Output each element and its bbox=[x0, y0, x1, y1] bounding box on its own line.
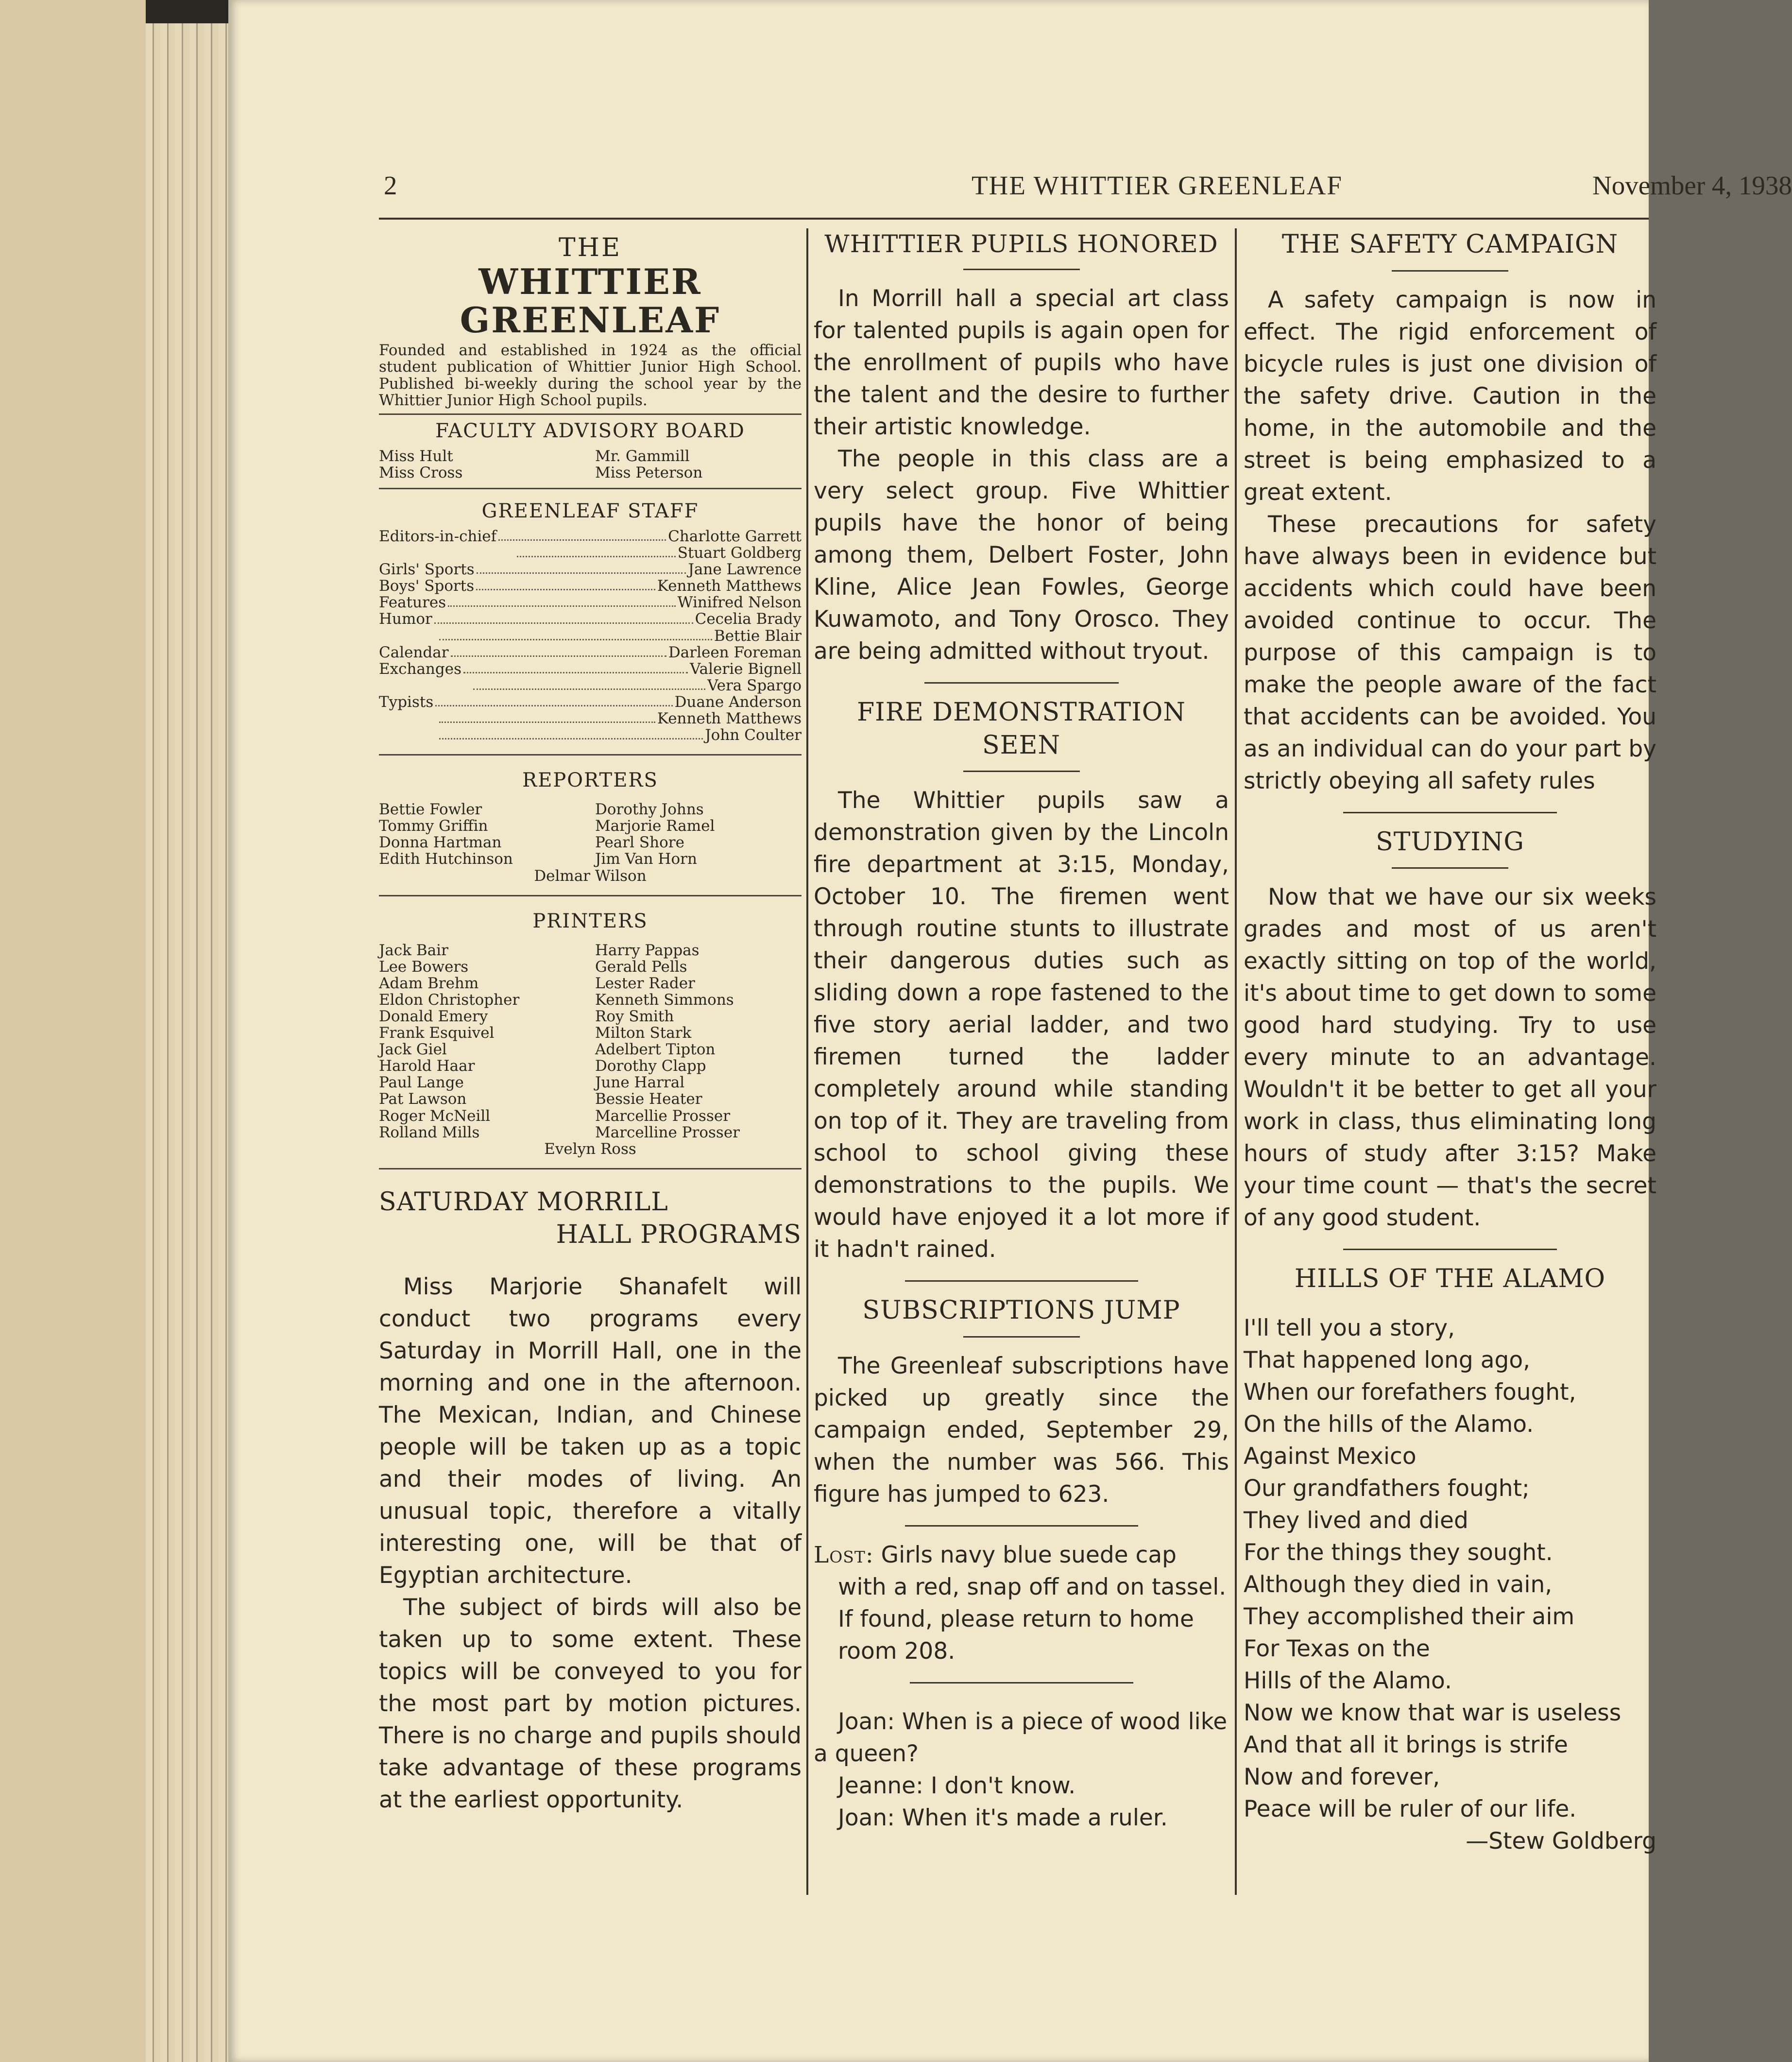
printer-name: Pat Lawson bbox=[379, 1090, 467, 1108]
faculty-name: Miss Peterson bbox=[595, 464, 703, 481]
reporter-name: Pearl Shore bbox=[595, 834, 684, 852]
fire-paragraph: The Whittier pupils saw a demonstration given by the Lincoln fire department at 3:15, Monday, October 10. The firemen went through routine stunts to illustrate their dangerous duties such as sliding down a rope fastened to the five story aerial ladder, and two firemen turned the ladder completely around while standing on top of it. They are traveling from school to school giving these demonstrations to the pupils. We would have enjoyed it a lot more if it hadn't rained. bbox=[814, 787, 1229, 1263]
masthead-the: THE bbox=[559, 233, 622, 262]
poem-author: —Stew Goldberg bbox=[1466, 1827, 1656, 1855]
printer-name: Kenneth Simmons bbox=[595, 991, 734, 1009]
fire-heading-2: SEEN bbox=[982, 730, 1061, 760]
staff-role: Girls' Sports bbox=[379, 561, 475, 579]
faculty-name: Miss Hult bbox=[379, 447, 453, 465]
faculty-name: Miss Cross bbox=[379, 464, 463, 481]
printers-list bbox=[379, 942, 802, 1141]
subscriptions-heading: SUBSCRIPTIONS JUMP bbox=[862, 1296, 1180, 1325]
poem-line: Peace will be ruler of our life. bbox=[1244, 1795, 1577, 1822]
column-rule-2 bbox=[1235, 228, 1237, 1895]
staff-name: Bettie Blair bbox=[714, 627, 802, 645]
saturday-heading-1: SATURDAY MORRILL bbox=[379, 1187, 668, 1217]
heading-rule bbox=[963, 269, 1080, 270]
reporter-name: Edith Hutchinson bbox=[379, 850, 513, 868]
column-3 bbox=[1244, 228, 1656, 1857]
reporter-name: Delmar Wilson bbox=[534, 867, 647, 885]
reporter-name: Dorothy Johns bbox=[595, 801, 704, 819]
header-rule bbox=[379, 218, 1649, 220]
reporters-heading: REPORTERS bbox=[522, 769, 658, 792]
running-head bbox=[384, 170, 1792, 204]
poem-line: When our forefathers fought, bbox=[1244, 1378, 1576, 1406]
printer-name: Bessie Heater bbox=[595, 1090, 702, 1108]
staff-row bbox=[379, 644, 802, 661]
reporter-name: Marjorie Ramel bbox=[595, 817, 715, 835]
section-rule bbox=[379, 895, 802, 896]
staff-row bbox=[379, 545, 802, 561]
poem-line: And that all it brings is strife bbox=[1244, 1731, 1568, 1758]
joke-line: Joan: When it's made a ruler. bbox=[838, 1804, 1168, 1831]
staff-row bbox=[379, 727, 802, 743]
staff-role bbox=[379, 545, 515, 561]
printer-name: Roy Smith bbox=[595, 1008, 674, 1025]
staff-name: John Coulter bbox=[705, 726, 802, 744]
founding-note: Founded and established in 1924 as the official student publication of Whittier Junior High School. Published bi-weekly during the school year by the Whittier Junior High School pupils. bbox=[379, 342, 802, 409]
staff-list bbox=[379, 528, 802, 743]
staff-name: Charlotte Garrett bbox=[668, 527, 802, 545]
printer-name: Dorothy Clapp bbox=[595, 1057, 706, 1075]
poem-line: That happened long ago, bbox=[1244, 1346, 1531, 1374]
lost-notice bbox=[814, 1539, 1229, 1667]
masthead-name: WHITTIER GREENLEAF bbox=[460, 261, 721, 341]
reporter-name: Donna Hartman bbox=[379, 834, 502, 852]
faculty-list bbox=[379, 448, 802, 481]
printer-name: Jack Giel bbox=[379, 1041, 447, 1059]
alamo-poem bbox=[1244, 1312, 1656, 1857]
printer-name: Milton Stark bbox=[595, 1024, 692, 1042]
saturday-paragraph: Miss Marjorie Shanafelt will conduct two programs every Saturday in Morrill Hall, one in the morning and one in the afternoon. The Mexican, Indian, and Chinese people will be taken up as a topic and their modes of living. An unusual topic, therefore a vitally interesting one, will be that of Egyptian architecture. bbox=[379, 1273, 802, 1589]
poem-line: On the hills of the Alamo. bbox=[1244, 1410, 1534, 1438]
staff-row bbox=[379, 594, 802, 611]
issue-date: November 4, 1938 bbox=[1592, 171, 1792, 200]
safety-paragraph: These precautions for safety have always been in evidence but accidents which could have been avoided continue to occur. The purpose of this campaign is to make the people aware of the fact that accidents can be avoided. You as an individual can do your part by strictly obeying all safety rules bbox=[1244, 511, 1656, 794]
article-rule bbox=[924, 682, 1119, 684]
staff-name: Vera Spargo bbox=[707, 676, 802, 694]
printer-name: Frank Esquivel bbox=[379, 1024, 495, 1042]
staff-name: Kenneth Matthews bbox=[657, 577, 802, 595]
staff-role: Typists bbox=[379, 693, 434, 711]
honored-paragraph: The people in this class are a very select group. Five Whittier pupils have the honor of being among them, Delbert Foster, John Kline, Alice Jean Fowles, George Kuwamoto, and Tony Orosco. They are being admitted without tryout. bbox=[814, 446, 1229, 665]
honored-paragraph: In Morrill hall a special art class for talented pupils is again open for the enrollment of pupils who have the talent and the desire to further their artistic knowledge. bbox=[814, 285, 1229, 440]
printer-name: Gerald Pells bbox=[595, 958, 687, 976]
article-rule bbox=[905, 1525, 1138, 1527]
faculty-heading: FACULTY ADVISORY BOARD bbox=[435, 419, 745, 442]
poem-line: For Texas on the bbox=[1244, 1635, 1430, 1662]
saturday-paragraph: The subject of birds will also be taken up to some extent. These topics will be conveyed to you for the most part by motion pictures. There is no charge and pupils should take advantage of these programs at the earliest opportunity. bbox=[379, 1594, 802, 1814]
section-rule bbox=[379, 1168, 802, 1169]
heading-rule bbox=[963, 1336, 1080, 1338]
printer-name: Donald Emery bbox=[379, 1008, 488, 1025]
printer-name: Evelyn Ross bbox=[544, 1140, 636, 1158]
alamo-heading: HILLS OF THE ALAMO bbox=[1294, 1264, 1606, 1294]
staff-role: Exchanges bbox=[379, 660, 461, 678]
staff-name: Stuart Goldberg bbox=[677, 544, 802, 562]
reporter-name: Bettie Fowler bbox=[379, 801, 482, 819]
staff-name: Cecelia Brady bbox=[695, 610, 802, 628]
printers-heading: PRINTERS bbox=[532, 910, 648, 932]
reporters-list bbox=[379, 801, 802, 867]
staff-row bbox=[379, 661, 802, 677]
studying-heading: STUDYING bbox=[1376, 827, 1524, 857]
staff-name: Jane Lawrence bbox=[688, 561, 802, 579]
printer-name: Marcellie Prosser bbox=[595, 1107, 731, 1125]
staff-row bbox=[379, 528, 802, 545]
column-2 bbox=[814, 228, 1229, 1834]
staff-row bbox=[379, 561, 802, 578]
staff-row bbox=[379, 677, 802, 694]
printer-name: Adam Brehm bbox=[379, 974, 479, 992]
joke-line: Joan: When is a piece of wood like a queen? bbox=[814, 1708, 1228, 1767]
staff-row bbox=[379, 611, 802, 627]
running-title: THE WHITTIER GREENLEAF bbox=[972, 171, 1343, 200]
column-1 bbox=[379, 228, 802, 1816]
honored-heading: WHITTIER PUPILS HONORED bbox=[824, 230, 1218, 258]
printer-name: Marcelline Prosser bbox=[595, 1123, 740, 1141]
staff-role bbox=[379, 677, 471, 694]
staff-role bbox=[379, 710, 437, 727]
article-rule bbox=[1343, 1249, 1557, 1250]
staff-role: Boys' Sports bbox=[379, 577, 475, 595]
article-rule bbox=[905, 1280, 1138, 1282]
safety-heading: THE SAFETY CAMPAIGN bbox=[1281, 230, 1619, 259]
lost-text: Girls navy blue suede cap with a red, snap off and on tassel. If found, please return to home room 208. bbox=[838, 1541, 1227, 1665]
staff-name: Duane Anderson bbox=[674, 693, 802, 711]
staff-name: Darleen Foreman bbox=[668, 643, 802, 661]
saturday-article bbox=[379, 1186, 802, 1816]
reporter-name: Jim Van Horn bbox=[595, 850, 697, 868]
heading-rule bbox=[963, 771, 1080, 772]
staff-name: Winifred Nelson bbox=[677, 594, 802, 612]
poem-line: They accomplished their aim bbox=[1244, 1603, 1575, 1630]
printer-name: Lee Bowers bbox=[379, 958, 469, 976]
book-binding bbox=[0, 0, 149, 2062]
article-rule bbox=[1343, 812, 1557, 813]
section-rule bbox=[379, 488, 802, 489]
studying-paragraph: Now that we have our six weeks grades and most of us aren't exactly sitting on top of the world, it's about time to get down to some good hard studying. Try to use every minute to an advantage. Wouldn't it be better to get all your work in class, thus eliminating long hours of study after 3:15? Make your time count — that's the secret of any good student. bbox=[1244, 884, 1656, 1232]
reporter-name: Tommy Griffin bbox=[379, 817, 488, 835]
printer-name: Harold Haar bbox=[379, 1057, 475, 1075]
poem-line: I'll tell you a story, bbox=[1244, 1314, 1455, 1341]
staff-row bbox=[379, 578, 802, 594]
faculty-name: Mr. Gammill bbox=[595, 447, 690, 465]
staff-role: Calendar bbox=[379, 643, 449, 661]
poem-line: They lived and died bbox=[1244, 1507, 1468, 1534]
staff-row bbox=[379, 710, 802, 727]
printer-name: Roger McNeill bbox=[379, 1107, 491, 1125]
staff-role bbox=[379, 628, 437, 644]
poem-line: Against Mexico bbox=[1244, 1443, 1417, 1470]
section-rule bbox=[379, 754, 802, 756]
joke-line: Jeanne: I don't know. bbox=[838, 1772, 1076, 1799]
staff-row bbox=[379, 628, 802, 644]
staff-name: Valerie Bignell bbox=[690, 660, 802, 678]
article-rule bbox=[910, 1682, 1133, 1684]
fire-heading-1: FIRE DEMONSTRATION bbox=[857, 698, 1186, 727]
poem-line: Now and forever, bbox=[1244, 1763, 1440, 1790]
column-rule-1 bbox=[806, 228, 808, 1895]
staff-role bbox=[379, 727, 437, 743]
printer-name: Harry Pappas bbox=[595, 941, 700, 959]
safety-paragraph: A safety campaign is now in effect. The rigid enforcement of bicycle rules is just one division of the safety drive. Caution in the home, in the automobile and the street is being emphasized to a great extent. bbox=[1244, 286, 1656, 506]
newspaper-page bbox=[228, 0, 1792, 2062]
printer-name: Lester Rader bbox=[595, 974, 695, 992]
printer-name: Paul Lange bbox=[379, 1074, 464, 1092]
poem-line: Now we know that war is useless bbox=[1244, 1699, 1621, 1726]
poem-line: Although they died in vain, bbox=[1244, 1571, 1553, 1598]
staff-role: Features bbox=[379, 594, 446, 612]
poem-line: For the things they sought. bbox=[1244, 1539, 1553, 1566]
heading-rule bbox=[1392, 867, 1508, 869]
printer-name: Rolland Mills bbox=[379, 1123, 480, 1141]
printer-name: Adelbert Tipton bbox=[595, 1041, 716, 1059]
heading-rule bbox=[1392, 270, 1508, 272]
staff-role: Humor bbox=[379, 610, 432, 628]
saturday-heading-2: HALL PROGRAMS bbox=[556, 1220, 802, 1250]
staff-role: Editors-in-chief bbox=[379, 527, 497, 545]
poem-line: Hills of the Alamo. bbox=[1244, 1667, 1452, 1694]
staff-name: Kenneth Matthews bbox=[657, 709, 802, 727]
section-rule bbox=[379, 413, 802, 415]
printer-name: Jack Bair bbox=[379, 941, 448, 959]
staff-heading: GREENLEAF STAFF bbox=[481, 499, 699, 522]
subscriptions-paragraph: The Greenleaf subscriptions have picked up greatly since the campaign ended, September 29, when the number was 566. This figure has jumped to 623. bbox=[814, 1352, 1229, 1508]
page-number: 2 bbox=[384, 171, 397, 200]
lost-label: Lost: bbox=[814, 1541, 874, 1568]
staff-row bbox=[379, 694, 802, 710]
printer-name: Eldon Christopher bbox=[379, 991, 520, 1009]
poem-line: Our grandfathers fought; bbox=[1244, 1475, 1530, 1502]
printer-name: June Harral bbox=[595, 1074, 685, 1092]
